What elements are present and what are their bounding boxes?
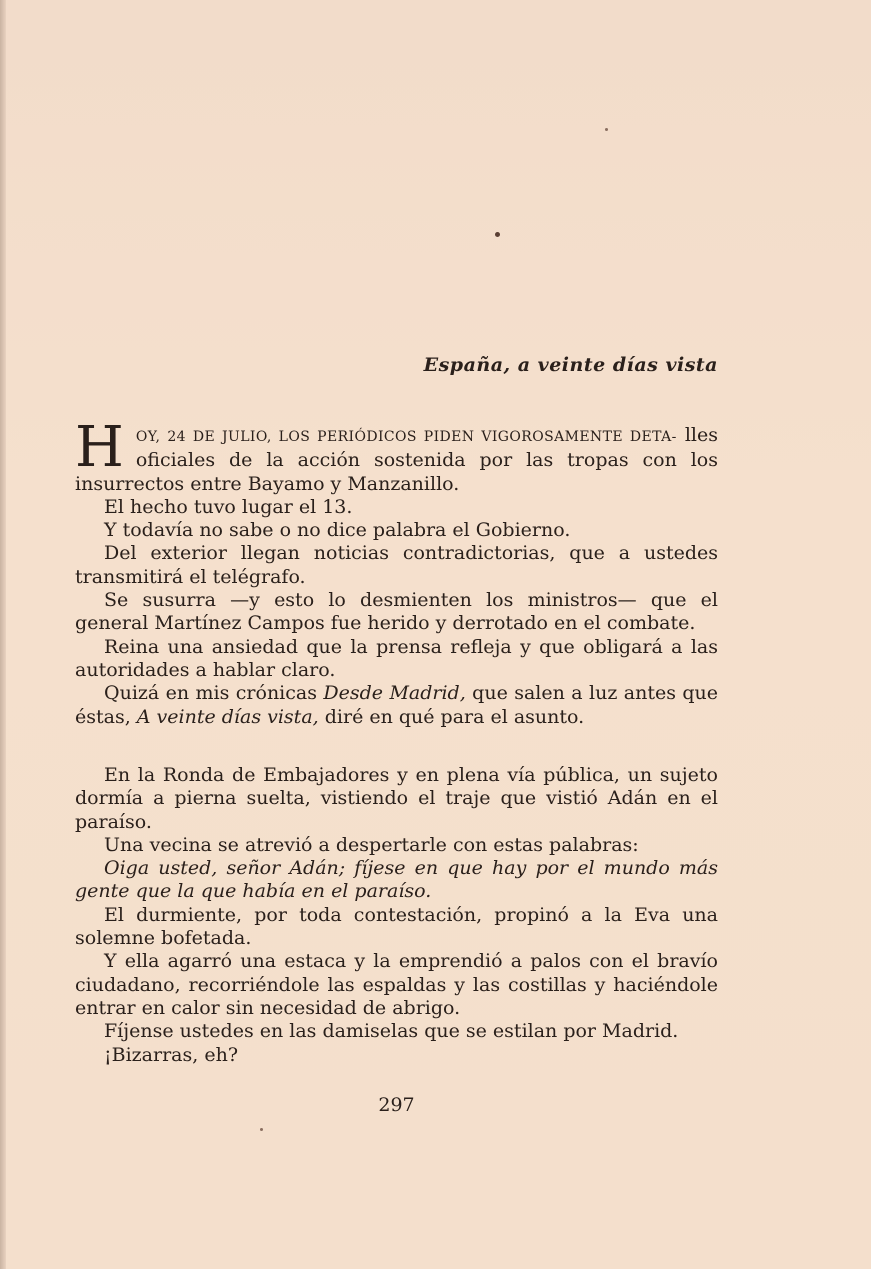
paragraph: Reina una ansiedad que la prensa refleja y que obligará a las autoridades a hablar claro. [75,635,718,681]
drop-cap: H [75,415,124,480]
italic-title: A veinte días vista, [136,705,319,728]
paragraph: En la Ronda de Embajadores y en plena vía pública, un sujeto dormía a pierna suelta, vistiendo el traje que vistió Adán en el paraíso. [75,764,718,833]
opening-paragraph [75,415,718,496]
ink-speck [605,128,608,131]
section-1 [75,415,719,729]
paragraph: Fíjense ustedes en las damiselas que se estilan por Madrid. [104,1020,679,1043]
section-2 [75,764,718,1067]
paragraph: El durmiente, por toda contestación, propinó a la Eva una solemne bofetada. [75,903,718,950]
opening-paragraph-rest: lles oficiales de la acción sostenida por las tropas con los insurrectos entre Bayamo y Manzanillo. [75,424,718,495]
paragraph: El hecho tuvo lugar el 13. [104,495,353,518]
paragraph [75,682,718,729]
paragraph: Una vecina se atrevió a despertarle con estas palabras: [104,833,639,856]
ink-speck [495,232,500,237]
paragraph: ¡Bizarras, eh? [104,1043,239,1066]
italic-quote: Oiga usted, señor Adán; fíjese en que hay por el mundo más gente que la que había en el paraíso. [75,857,718,903]
paragraph: Y ella agarró una estaca y la emprendió a palos con el bravío ciudadano, recorriéndole las espaldas y las costillas y haciéndole entrar en calor sin necesidad de abrigo. [75,950,718,1019]
paragraph-text: que salen a luz antes que éstas, [75,682,719,728]
page-number: 297 [378,1094,415,1116]
small-caps-lead: OY, 24 DE JULIO, LOS PERIÓDICOS PIDEN VIGOROSAMENTE DETA- [135,429,677,445]
paragraph: Y todavía no sabe o no dice palabra el Gobierno. [104,519,571,542]
paragraph: Se susurra —y esto lo desmienten los ministros— que el general Martínez Campos fue herido y derrotado en el combate. [75,589,718,635]
ink-speck [260,1128,263,1131]
paragraph: Del exterior llegan noticias contradictorias, que a ustedes transmitirá el telégrafo. [75,542,718,588]
italic-title: Desde Madrid, [323,682,466,705]
chapter-title: España, a veinte días vista [423,354,718,376]
paragraph-text: Quizá en mis crónicas [104,682,324,705]
paragraph-text: diré en qué para el asunto. [318,705,585,728]
page-edge-shadow [0,0,6,1269]
